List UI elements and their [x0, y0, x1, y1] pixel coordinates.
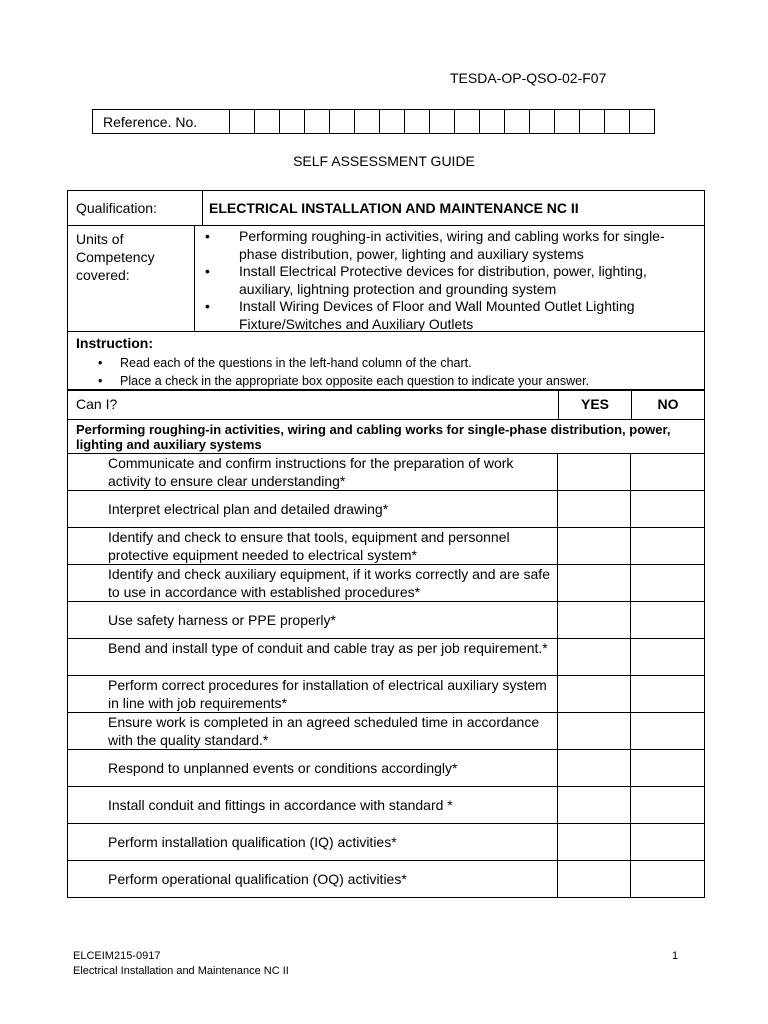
instruction-title: Instruction: [76, 335, 153, 351]
question-text-cell [68, 824, 558, 860]
question-text-cell [68, 565, 558, 601]
table-header-row [68, 390, 704, 419]
no-checkbox[interactable] [631, 454, 703, 490]
question-row [68, 527, 704, 564]
question-row [68, 601, 704, 638]
yes-checkbox[interactable] [558, 602, 631, 638]
no-header: NO [657, 396, 679, 412]
question-text-cell [68, 861, 558, 897]
reference-digit-box[interactable] [405, 110, 430, 134]
reference-digit-box[interactable] [480, 110, 505, 134]
question-text: Perform correct procedures for installation of electrical auxiliary system in line with job requirements* [108, 677, 547, 711]
units-label: Units of Competency covered: [68, 226, 195, 331]
question-row [68, 564, 704, 601]
self-assessment-table [67, 390, 705, 898]
question-text: Perform operational qualification (OQ) activities* [108, 870, 407, 887]
yes-header: YES [559, 391, 632, 419]
yes-checkbox[interactable] [558, 639, 631, 675]
page-title: SELF ASSESSMENT GUIDE [293, 153, 475, 169]
question-row [68, 860, 704, 897]
section-title: Performing roughing-in activities, wiring and cabling works for single-phase distribution, power, lighting and auxiliary systems [76, 422, 671, 452]
no-checkbox[interactable] [631, 824, 703, 860]
checkbox-placeholder-icon [76, 529, 108, 564]
no-checkbox[interactable] [631, 491, 703, 527]
reference-digit-box[interactable] [605, 110, 630, 134]
units-list [195, 226, 704, 333]
reference-digit-box[interactable] [555, 110, 580, 134]
question-text: Ensure work is completed in an agreed scheduled time in accordance with the quality standard.* [108, 714, 540, 748]
reference-digit-box[interactable] [255, 110, 280, 134]
reference-digit-box[interactable] [355, 110, 380, 134]
question-text-cell [68, 454, 558, 490]
yes-checkbox[interactable] [558, 713, 631, 749]
footer-code: ELCEIM215-0917 [73, 950, 161, 962]
qualification-value: ELECTRICAL INSTALLATION AND MAINTENANCE NC II [209, 200, 579, 216]
unit-item: • Performing roughing-in activities, wiring and cabling works for single-phase distribution, power, lighting and auxiliary systems [205, 228, 665, 262]
question-text: Communicate and confirm instructions for the preparation of work activity to ensure clear understanding* [108, 455, 514, 489]
reference-digit-box[interactable] [280, 110, 305, 134]
instruction-item: • Place a check in the appropriate box opposite each question to indicate your answer. [98, 374, 590, 388]
checkbox-placeholder-icon [76, 566, 108, 601]
question-text: Identify and check auxiliary equipment, if it works correctly and are safe to use in accordance with established procedures* [108, 566, 550, 600]
checkbox-placeholder-icon [76, 714, 108, 749]
question-row [68, 749, 704, 786]
question-row [68, 638, 704, 675]
no-checkbox[interactable] [631, 750, 703, 786]
no-checkbox[interactable] [631, 565, 703, 601]
question-text-cell [68, 676, 558, 712]
instruction-list [76, 354, 704, 390]
reference-digit-box[interactable] [430, 110, 455, 134]
qualification-row [68, 191, 704, 226]
units-of-competency-row [68, 226, 704, 332]
checkbox-placeholder-icon [76, 455, 108, 490]
yes-checkbox[interactable] [558, 528, 631, 564]
question-text: Install conduit and fittings in accordance with standard * [108, 796, 453, 813]
question-row [68, 490, 704, 527]
checkbox-placeholder-icon [76, 677, 108, 712]
reference-digit-box[interactable] [305, 110, 330, 134]
can-i-header: Can I? [68, 391, 559, 419]
reference-label: Reference. No. [93, 110, 230, 134]
question-row [68, 823, 704, 860]
question-text: Interpret electrical plan and detailed drawing* [108, 500, 389, 517]
document-code: TESDA-OP-QSO-02-F07 [450, 70, 607, 86]
reference-digit-box[interactable] [455, 110, 480, 134]
unit-item: • Install Wiring Devices of Floor and Wall Mounted Outlet Lighting Fixture/Switches and Auxiliary Outlets [205, 298, 635, 332]
instruction-item: • Read each of the questions in the left-hand column of the chart. [98, 356, 472, 370]
question-text-cell [68, 528, 558, 564]
yes-checkbox[interactable] [558, 824, 631, 860]
yes-checkbox[interactable] [558, 491, 631, 527]
reference-digit-box[interactable] [230, 110, 255, 134]
question-text: Identify and check to ensure that tools, equipment and personnel protective equipment needed to electrical system* [108, 529, 510, 563]
no-checkbox[interactable] [631, 713, 703, 749]
qualification-info-table [67, 190, 705, 390]
no-checkbox[interactable] [631, 676, 703, 712]
checkbox-placeholder-icon [76, 640, 108, 675]
question-text-cell [68, 491, 558, 527]
yes-checkbox[interactable] [558, 861, 631, 897]
no-checkbox[interactable] [631, 787, 703, 823]
question-text: Bend and install type of conduit and cable tray as per job requirement.* [108, 640, 548, 656]
question-text-cell [68, 602, 558, 638]
yes-checkbox[interactable] [558, 454, 631, 490]
reference-digit-box[interactable] [330, 110, 355, 134]
page-number: 1 [672, 950, 679, 962]
section-row [68, 419, 704, 453]
question-row [68, 675, 704, 712]
reference-digit-box[interactable] [505, 110, 530, 134]
question-text-cell [68, 639, 558, 675]
reference-number-table [92, 109, 655, 134]
no-checkbox[interactable] [631, 639, 703, 675]
reference-digit-box[interactable] [530, 110, 555, 134]
footer-title: Electrical Installation and Maintenance NC II [73, 965, 289, 977]
question-text: Respond to unplanned events or conditions accordingly* [108, 759, 458, 776]
yes-checkbox[interactable] [558, 565, 631, 601]
no-checkbox[interactable] [631, 528, 703, 564]
question-text-cell [68, 713, 558, 749]
question-row [68, 453, 704, 490]
reference-digit-box[interactable] [630, 110, 655, 134]
qualification-label: Qualification: [68, 191, 203, 225]
yes-checkbox[interactable] [558, 676, 631, 712]
question-text-cell [68, 787, 558, 823]
reference-digit-box[interactable] [380, 110, 405, 134]
instruction-row [68, 332, 704, 389]
question-text-cell [68, 750, 558, 786]
no-checkbox[interactable] [631, 861, 703, 897]
reference-digit-box[interactable] [580, 110, 605, 134]
question-text: Use safety harness or PPE properly* [108, 611, 336, 628]
yes-checkbox[interactable] [558, 750, 631, 786]
no-checkbox[interactable] [631, 602, 703, 638]
question-text: Perform installation qualification (IQ) activities* [108, 833, 397, 850]
unit-item: • Install Electrical Protective devices for distribution, power, lighting, auxiliary, lightning protection and grounding system [205, 263, 647, 297]
question-row [68, 712, 704, 749]
question-row [68, 786, 704, 823]
yes-checkbox[interactable] [558, 787, 631, 823]
